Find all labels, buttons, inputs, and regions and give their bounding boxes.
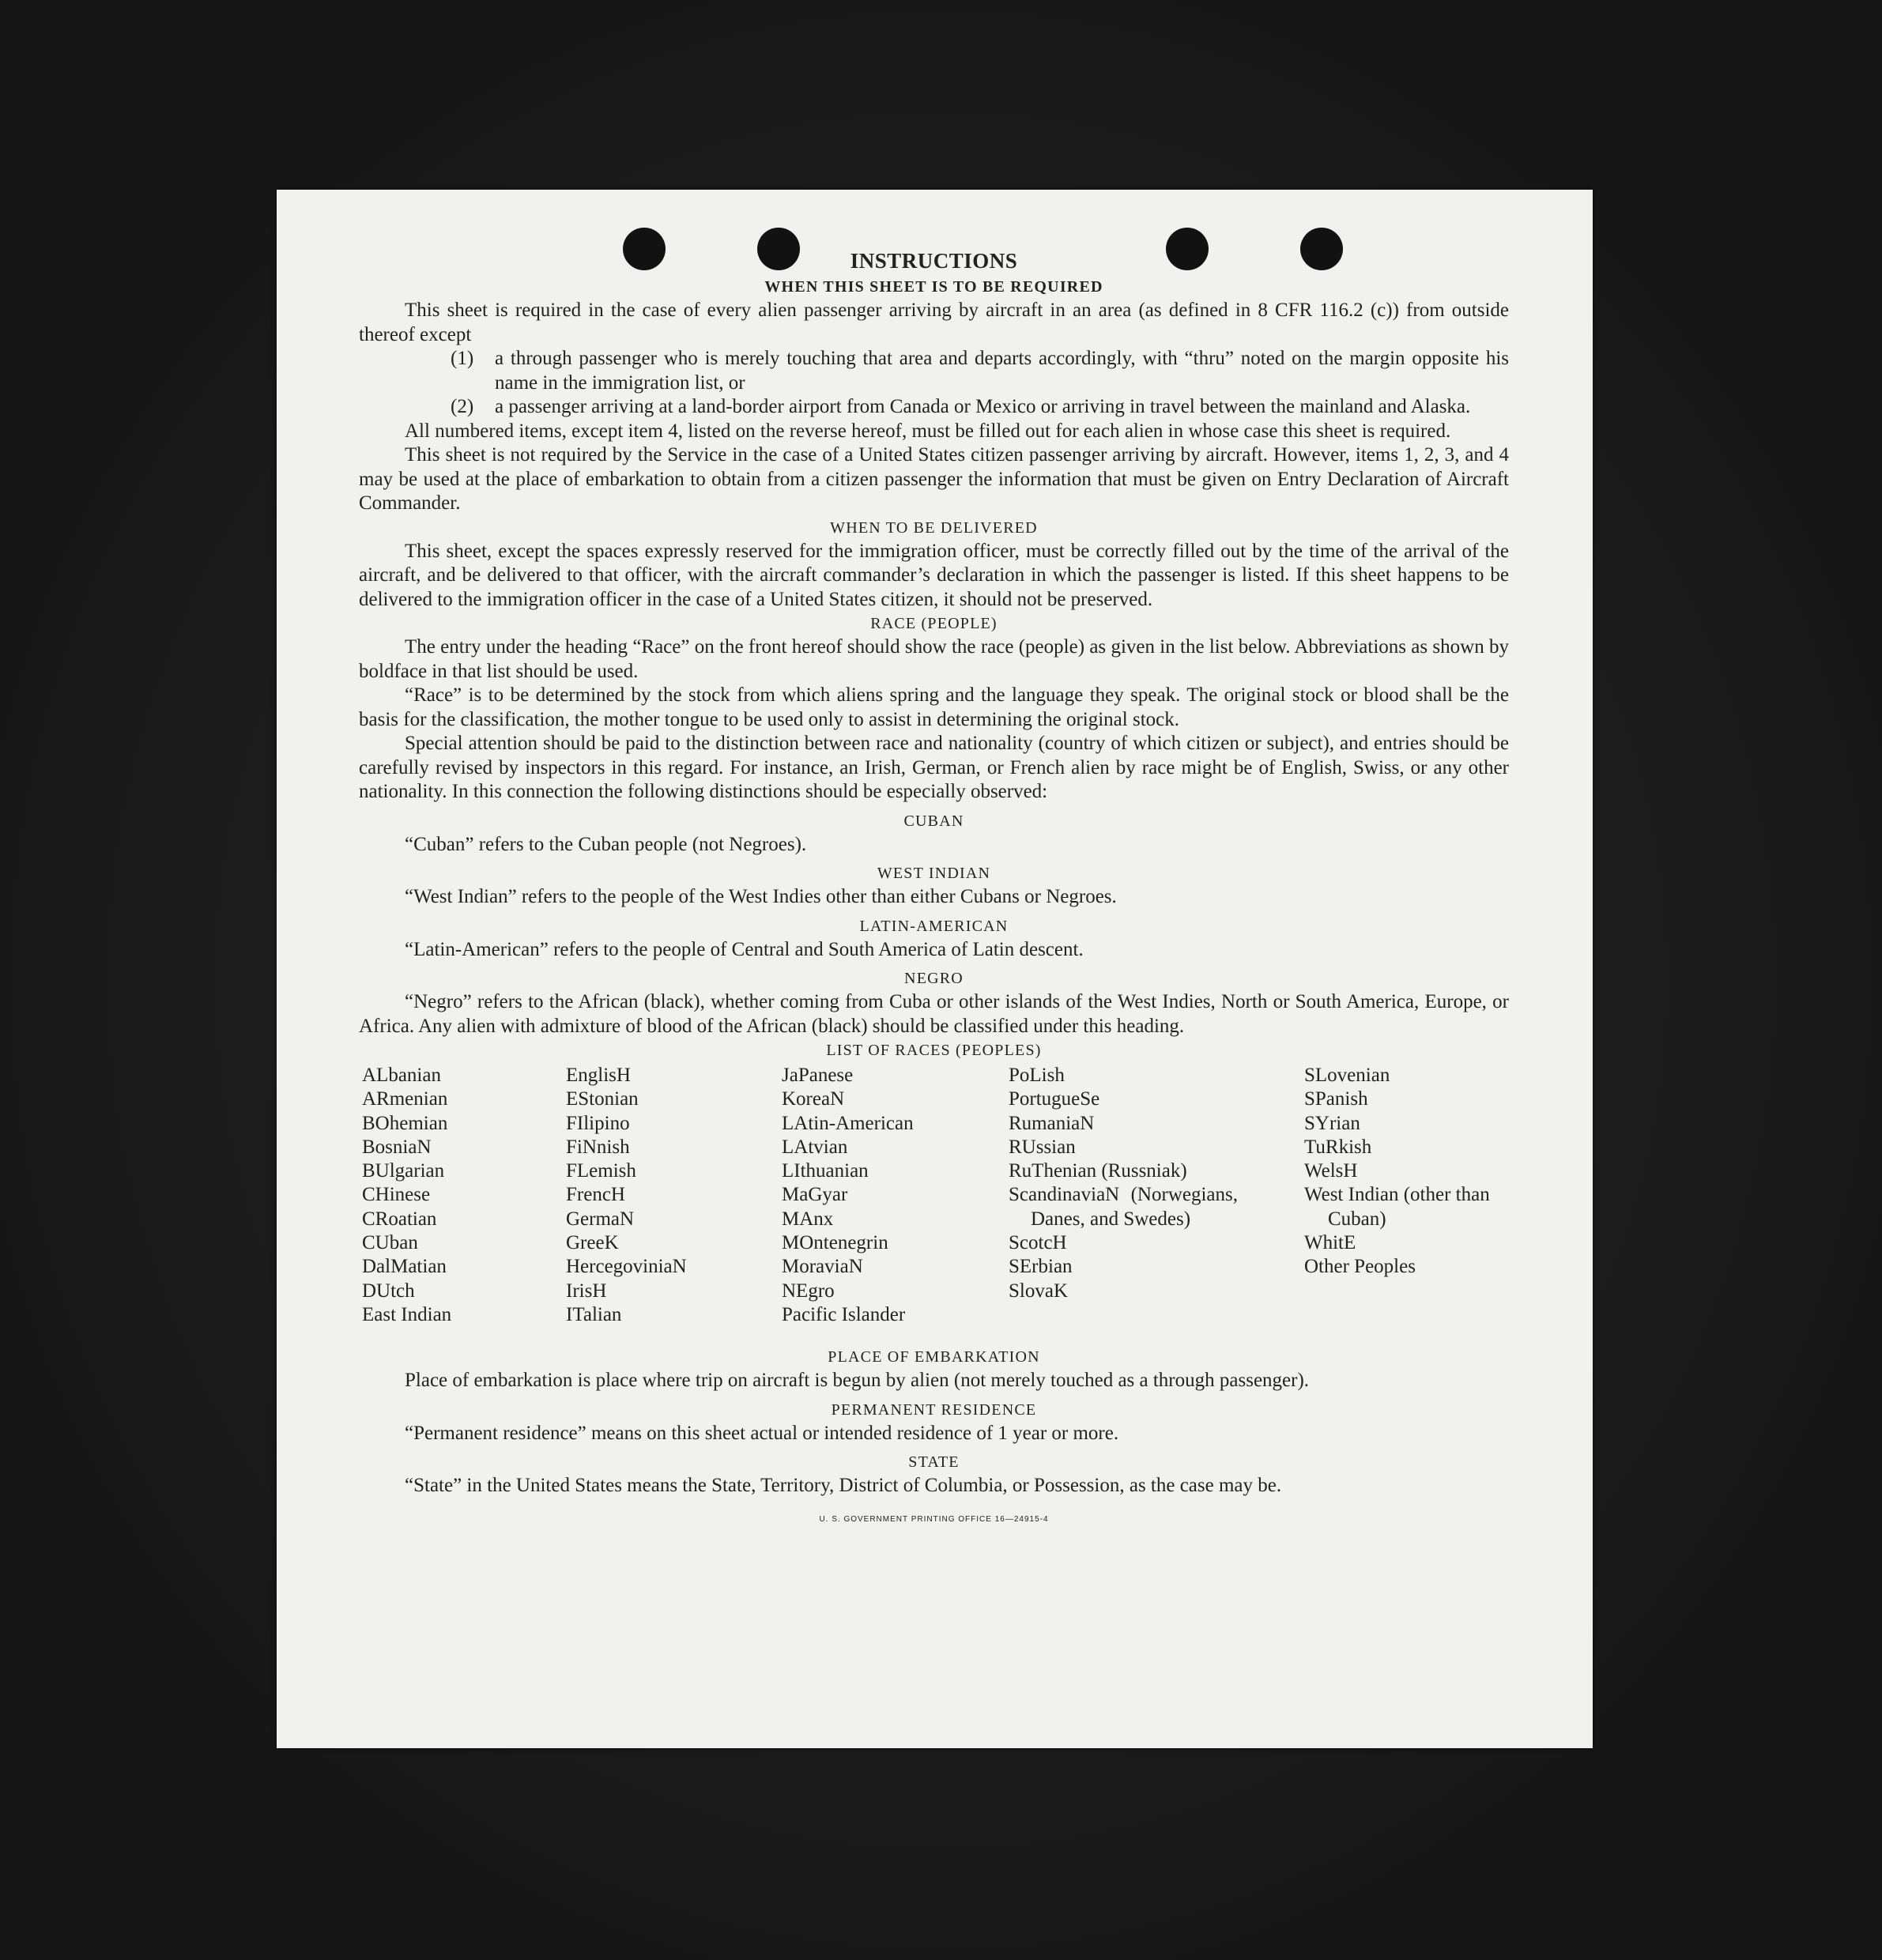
race-item: HercegoviniaN	[566, 1256, 687, 1278]
races-list	[359, 1064, 1509, 1345]
races-column-5	[1304, 1064, 1508, 1280]
race-item: ScandinaviaN (Norwegians, Danes, and Swedes)	[1009, 1184, 1238, 1230]
printing-office-footer: U. S. GOVERNMENT PRINTING OFFICE 16—24915-4	[819, 1514, 1049, 1524]
paragraph: This sheet is not required by the Service in the case of a United States citizen passenger arriving by aircraft. However, items 1, 2, 3, and 4 may be used at the place of embarkation to obtain from a citizen passenger the information that must be given on Entry Declaration of Aircraft Commander.	[359, 444, 1509, 514]
race-item: SlovaK	[1009, 1280, 1068, 1302]
race-item: KoreaN	[782, 1088, 845, 1110]
section-heading-latin-american: LATIN-AMERICAN	[859, 917, 1009, 935]
race-item: MoraviaN	[782, 1256, 863, 1278]
section-heading-cuban: CUBAN	[903, 812, 964, 830]
section-heading-state: STATE	[908, 1453, 960, 1471]
document-content	[359, 247, 1509, 1532]
race-item: EStonian	[566, 1088, 639, 1110]
section-heading-west-indian: WEST INDIAN	[877, 865, 991, 882]
races-column-1	[362, 1064, 451, 1327]
paragraph: The entry under the heading “Race” on the front hereof should show the race (people) as given in the list below. Abbreviations as shown by boldface in that list should be used.	[359, 636, 1509, 682]
race-item: BosniaN	[362, 1136, 432, 1158]
paragraph: “Latin-American” refers to the people of Central and South America of Latin descent.	[405, 938, 1084, 960]
paragraph: All numbered items, except item 4, listed on the reverse hereof, must be filled out for each alien in whose case this sheet is required.	[405, 420, 1451, 442]
race-item: FiNnish	[566, 1136, 630, 1158]
race-item: MOntenegrin	[782, 1232, 888, 1254]
section-heading-residence: PERMANENT RESIDENCE	[831, 1400, 1037, 1419]
paragraph: “Cuban” refers to the Cuban people (not Negroes).	[405, 833, 807, 855]
paragraph: “Race” is to be determined by the stock from which aliens spring and the language they speak. The original stock or blood shall be the basis for the classification, the mother tongue to be used only to assist in determining the original stock.	[359, 684, 1509, 730]
section-heading-required: WHEN THIS SHEET IS TO BE REQUIRED	[764, 278, 1103, 296]
list-item	[359, 395, 1509, 420]
section-heading-delivered: WHEN TO BE DELIVERED	[830, 518, 1038, 537]
race-item: LAtvian	[782, 1136, 848, 1158]
race-item: LAtin-American	[782, 1112, 914, 1134]
section-heading-list-of-races: LIST OF RACES (PEOPLES)	[826, 1042, 1042, 1059]
race-item: WelsH	[1304, 1160, 1358, 1182]
race-item: ARmenian	[362, 1088, 448, 1110]
race-item: GermaN	[566, 1208, 635, 1230]
race-item: NEgro	[782, 1280, 835, 1302]
paragraph: “State” in the United States means the State, Territory, District of Columbia, or Possession, as the case may be.	[405, 1475, 1282, 1496]
race-item: MAnx	[782, 1208, 834, 1230]
race-item: GreeK	[566, 1232, 619, 1254]
item-number: (1)	[451, 348, 474, 369]
item-text: a through passenger who is merely touching that area and departs accordingly, with “thru” noted on the margin opposite his name in the immigration list, or	[495, 348, 1509, 394]
race-item: West Indian (other than Cuban)	[1304, 1184, 1490, 1230]
section-heading-race: RACE (PEOPLE)	[870, 615, 998, 632]
race-item: DUtch	[362, 1280, 415, 1302]
paragraph: This sheet, except the spaces expressly reserved for the immigration officer, must be correctly filled out by the time of the arrival of the aircraft, and be delivered to that officer, with the aircraft commander’s declaration in which the passenger is listed. If this sheet happens to be delivered to the immigration officer in the case of a United States citizen, it should not be preserved.	[359, 540, 1509, 610]
item-number: (2)	[451, 396, 474, 417]
race-item: EnglisH	[566, 1065, 631, 1086]
race-item: FLemish	[566, 1160, 636, 1182]
race-item: MaGyar	[782, 1184, 848, 1206]
race-item: BUlgarian	[362, 1160, 445, 1182]
race-item: ALbanian	[362, 1065, 441, 1086]
race-item: ITalian	[566, 1303, 622, 1325]
section-heading-embarkation: PLACE OF EMBARKATION	[828, 1348, 1040, 1366]
race-item: FrencH	[566, 1184, 625, 1206]
race-item: IrisH	[566, 1280, 607, 1302]
item-text: a passenger arriving at a land-border airport from Canada or Mexico or arriving in travel between the mainland and Alaska.	[495, 396, 1471, 417]
races-column-3	[782, 1064, 914, 1327]
list-item	[359, 347, 1509, 395]
race-item: Pacific Islander	[782, 1303, 906, 1325]
section-heading-negro: NEGRO	[904, 970, 964, 987]
race-item: TuRkish	[1304, 1136, 1372, 1158]
race-item: RumaniaN	[1009, 1112, 1095, 1134]
race-item: ScotcH	[1009, 1232, 1067, 1254]
race-item: CHinese	[362, 1184, 431, 1206]
races-column-4	[1009, 1064, 1238, 1303]
race-item: SYrian	[1304, 1112, 1360, 1134]
race-item: SPanish	[1304, 1088, 1368, 1110]
race-item: PoLish	[1009, 1065, 1065, 1086]
paragraph: Special attention should be paid to the distinction between race and nationality (country of which citizen or subject), and entries should be carefully revised by inspectors in this regard. For instance, an Irish, German, or French alien by race might be of English, Swiss, or any other nationality. In this connection the following distinctions should be especially observed:	[359, 733, 1509, 802]
race-item: SErbian	[1009, 1256, 1073, 1278]
race-item: CUban	[362, 1232, 418, 1254]
race-item: CRoatian	[362, 1208, 437, 1230]
race-item: PortugueSe	[1009, 1088, 1100, 1110]
race-item: FIlipino	[566, 1112, 630, 1134]
paragraph: “West Indian” refers to the people of the West Indies other than either Cubans or Negroes.	[405, 886, 1117, 907]
paragraph: Place of embarkation is place where trip on aircraft is begun by alien (not merely touched as a through passenger).	[405, 1370, 1310, 1391]
race-item: RUssian	[1009, 1136, 1076, 1158]
paragraph: “Permanent residence” means on this sheet actual or intended residence of 1 year or more.	[405, 1422, 1119, 1444]
race-item: East Indian	[362, 1303, 452, 1325]
race-item: JaPanese	[782, 1065, 854, 1086]
race-item: Other Peoples	[1304, 1256, 1416, 1278]
race-item: BOhemian	[362, 1112, 448, 1134]
race-item: WhitE	[1304, 1232, 1356, 1254]
paragraph: This sheet is required in the case of every alien passenger arriving by aircraft in an area (as defined in 8 CFR 116.2 (c)) from outside thereof except	[359, 300, 1509, 345]
race-item: LIthuanian	[782, 1160, 869, 1182]
race-item: RuThenian (Russniak)	[1009, 1160, 1187, 1182]
page-title: INSTRUCTIONS	[850, 249, 1018, 273]
race-item: DalMatian	[362, 1256, 447, 1278]
races-column-2	[566, 1064, 687, 1327]
paragraph: “Negro” refers to the African (black), whether coming from Cuba or other islands of the West Indies, North or South America, Europe, or Africa. Any alien with admixture of blood of the African (black) should be classified under this heading.	[359, 991, 1509, 1037]
document-sheet	[277, 190, 1593, 1748]
race-item: SLovenian	[1304, 1065, 1390, 1086]
